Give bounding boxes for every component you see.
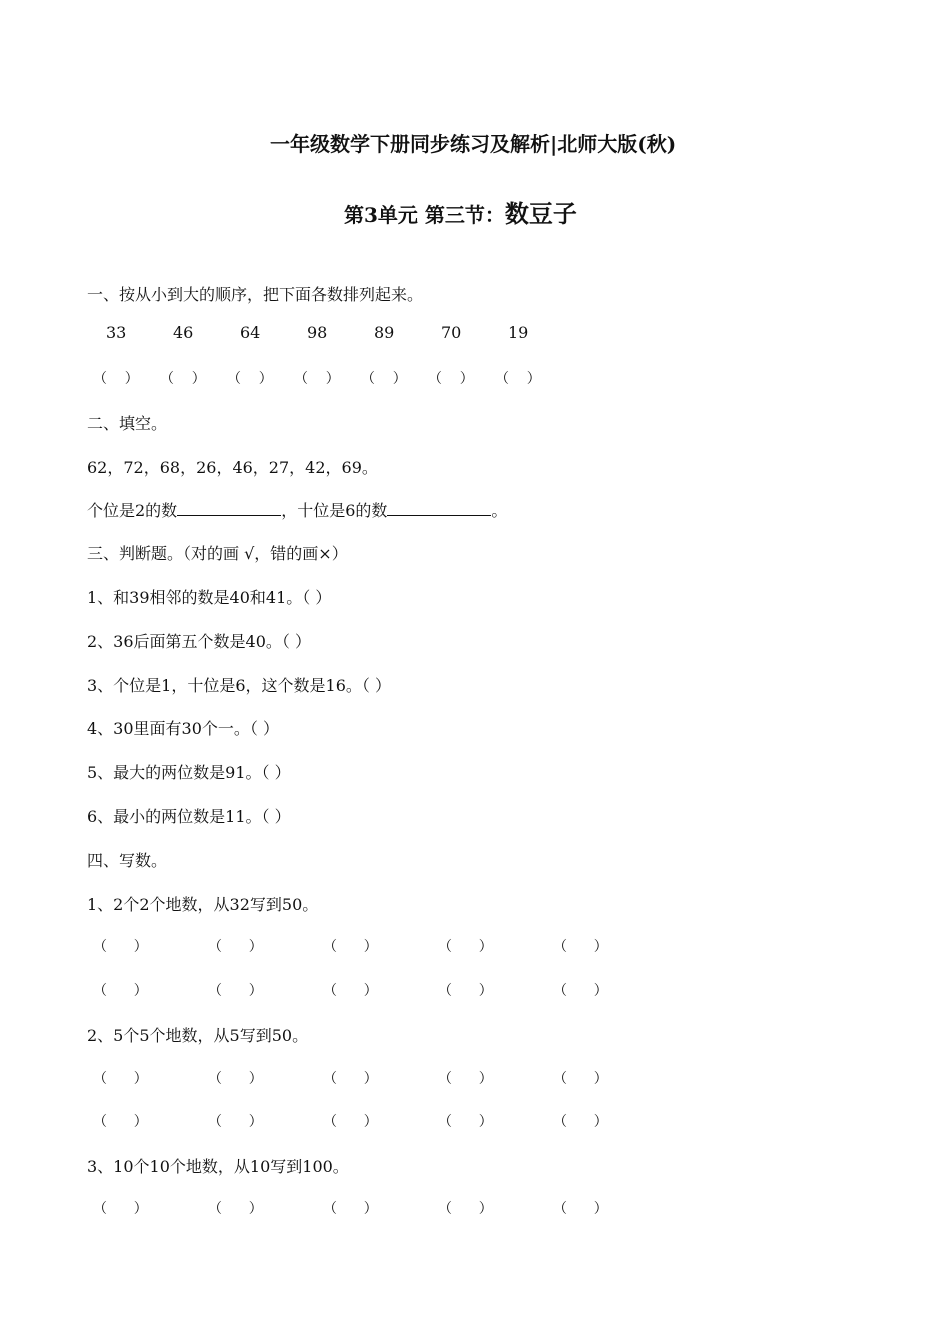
answer-slot[interactable]: （ ）: [294, 371, 340, 387]
number-item: 33: [106, 323, 127, 342]
answer-slot[interactable]: （ ）: [208, 939, 263, 955]
answer-slot[interactable]: （ ）: [553, 983, 608, 999]
judge-item-2: 2、36后面第五个数是40。（ ）: [87, 632, 311, 651]
number-item: 98: [307, 323, 328, 342]
write-question-1: 1、2个2个地数，从32写到50。: [87, 895, 319, 914]
answer-slot[interactable]: （ ）: [438, 1114, 493, 1130]
answer-slot[interactable]: （ ）: [323, 1201, 378, 1217]
answer-slot[interactable]: （ ）: [93, 1071, 148, 1087]
write-answer-row: [0, 1068, 950, 1090]
answer-slot[interactable]: （ ）: [495, 371, 541, 387]
answer-slot[interactable]: （ ）: [323, 1071, 378, 1087]
write-answer-row: [0, 980, 950, 1002]
answer-slot[interactable]: （ ）: [553, 1071, 608, 1087]
number-item: 70: [441, 323, 462, 342]
judge-item-5: 5、最大的两位数是91。（ ）: [87, 763, 291, 782]
subtitle-prefix: 第3单元 第三节：: [344, 203, 505, 227]
section2-heading: 二、填空。: [87, 414, 168, 433]
number-item: 19: [508, 323, 529, 342]
answer-slot[interactable]: （ ）: [438, 1071, 493, 1087]
answer-slot[interactable]: （ ）: [553, 939, 608, 955]
write-question-2: 2、5个5个地数，从5写到50。: [87, 1026, 309, 1045]
section3-heading: 三、判断题。（对的画 √，错的画×）: [87, 544, 348, 563]
answer-slot[interactable]: （ ）: [428, 371, 474, 387]
answer-slot[interactable]: （ ）: [438, 983, 493, 999]
subtitle-topic: 数豆子: [504, 199, 577, 228]
answer-slot[interactable]: （ ）: [438, 939, 493, 955]
answer-slot[interactable]: （ ）: [323, 1114, 378, 1130]
section2-question: [87, 498, 507, 521]
judge-item-4: 4、30里面有30个一。（ ）: [87, 719, 279, 738]
answer-slot[interactable]: （ ）: [323, 983, 378, 999]
fill-blank-ones-2[interactable]: [177, 501, 281, 516]
answer-slot[interactable]: （ ）: [361, 371, 407, 387]
number-item: 89: [374, 323, 395, 342]
answer-slot[interactable]: （ ）: [93, 1114, 148, 1130]
number-item: 64: [240, 323, 261, 342]
fill-blank-tens-6[interactable]: [387, 501, 491, 516]
answer-slot[interactable]: （ ）: [227, 371, 273, 387]
page-subtitle: [344, 194, 577, 229]
judge-item-6: 6、最小的两位数是11。（ ）: [87, 807, 291, 826]
answer-slot[interactable]: （ ）: [438, 1201, 493, 1217]
answer-slot[interactable]: （ ）: [553, 1114, 608, 1130]
section2-numbers: 62，72，68，26，46，27，42，69。: [87, 458, 378, 477]
answer-slot[interactable]: （ ）: [93, 1201, 148, 1217]
question-part: ，十位是6的数: [281, 501, 388, 520]
question-part: 。: [491, 501, 508, 520]
number-item: 46: [173, 323, 194, 342]
answer-slot[interactable]: （ ）: [323, 939, 378, 955]
answer-slot[interactable]: （ ）: [208, 1071, 263, 1087]
answer-slot[interactable]: （ ）: [93, 371, 139, 387]
page-title: 一年级数学下册同步练习及解析|北师大版(秋): [270, 132, 677, 156]
answer-slot[interactable]: （ ）: [553, 1201, 608, 1217]
section1-answer-row: [0, 368, 950, 390]
write-question-3: 3、10个10个地数，从10写到100。: [87, 1157, 349, 1176]
section1-number-list: [0, 323, 950, 345]
answer-slot[interactable]: （ ）: [160, 371, 206, 387]
question-part: 个位是2的数: [87, 501, 178, 520]
answer-slot[interactable]: （ ）: [93, 983, 148, 999]
answer-slot[interactable]: （ ）: [208, 983, 263, 999]
judge-item-3: 3、个位是1，十位是6，这个数是16。（ ）: [87, 676, 391, 695]
answer-slot[interactable]: （ ）: [208, 1114, 263, 1130]
section1-heading: 一、按从小到大的顺序，把下面各数排列起来。: [87, 285, 424, 304]
section4-heading: 四、写数。: [87, 851, 168, 870]
write-answer-row: [0, 936, 950, 958]
write-answer-row: [0, 1198, 950, 1220]
answer-slot[interactable]: （ ）: [93, 939, 148, 955]
judge-item-1: 1、和39相邻的数是40和41。（ ）: [87, 588, 332, 607]
write-answer-row: [0, 1111, 950, 1133]
answer-slot[interactable]: （ ）: [208, 1201, 263, 1217]
